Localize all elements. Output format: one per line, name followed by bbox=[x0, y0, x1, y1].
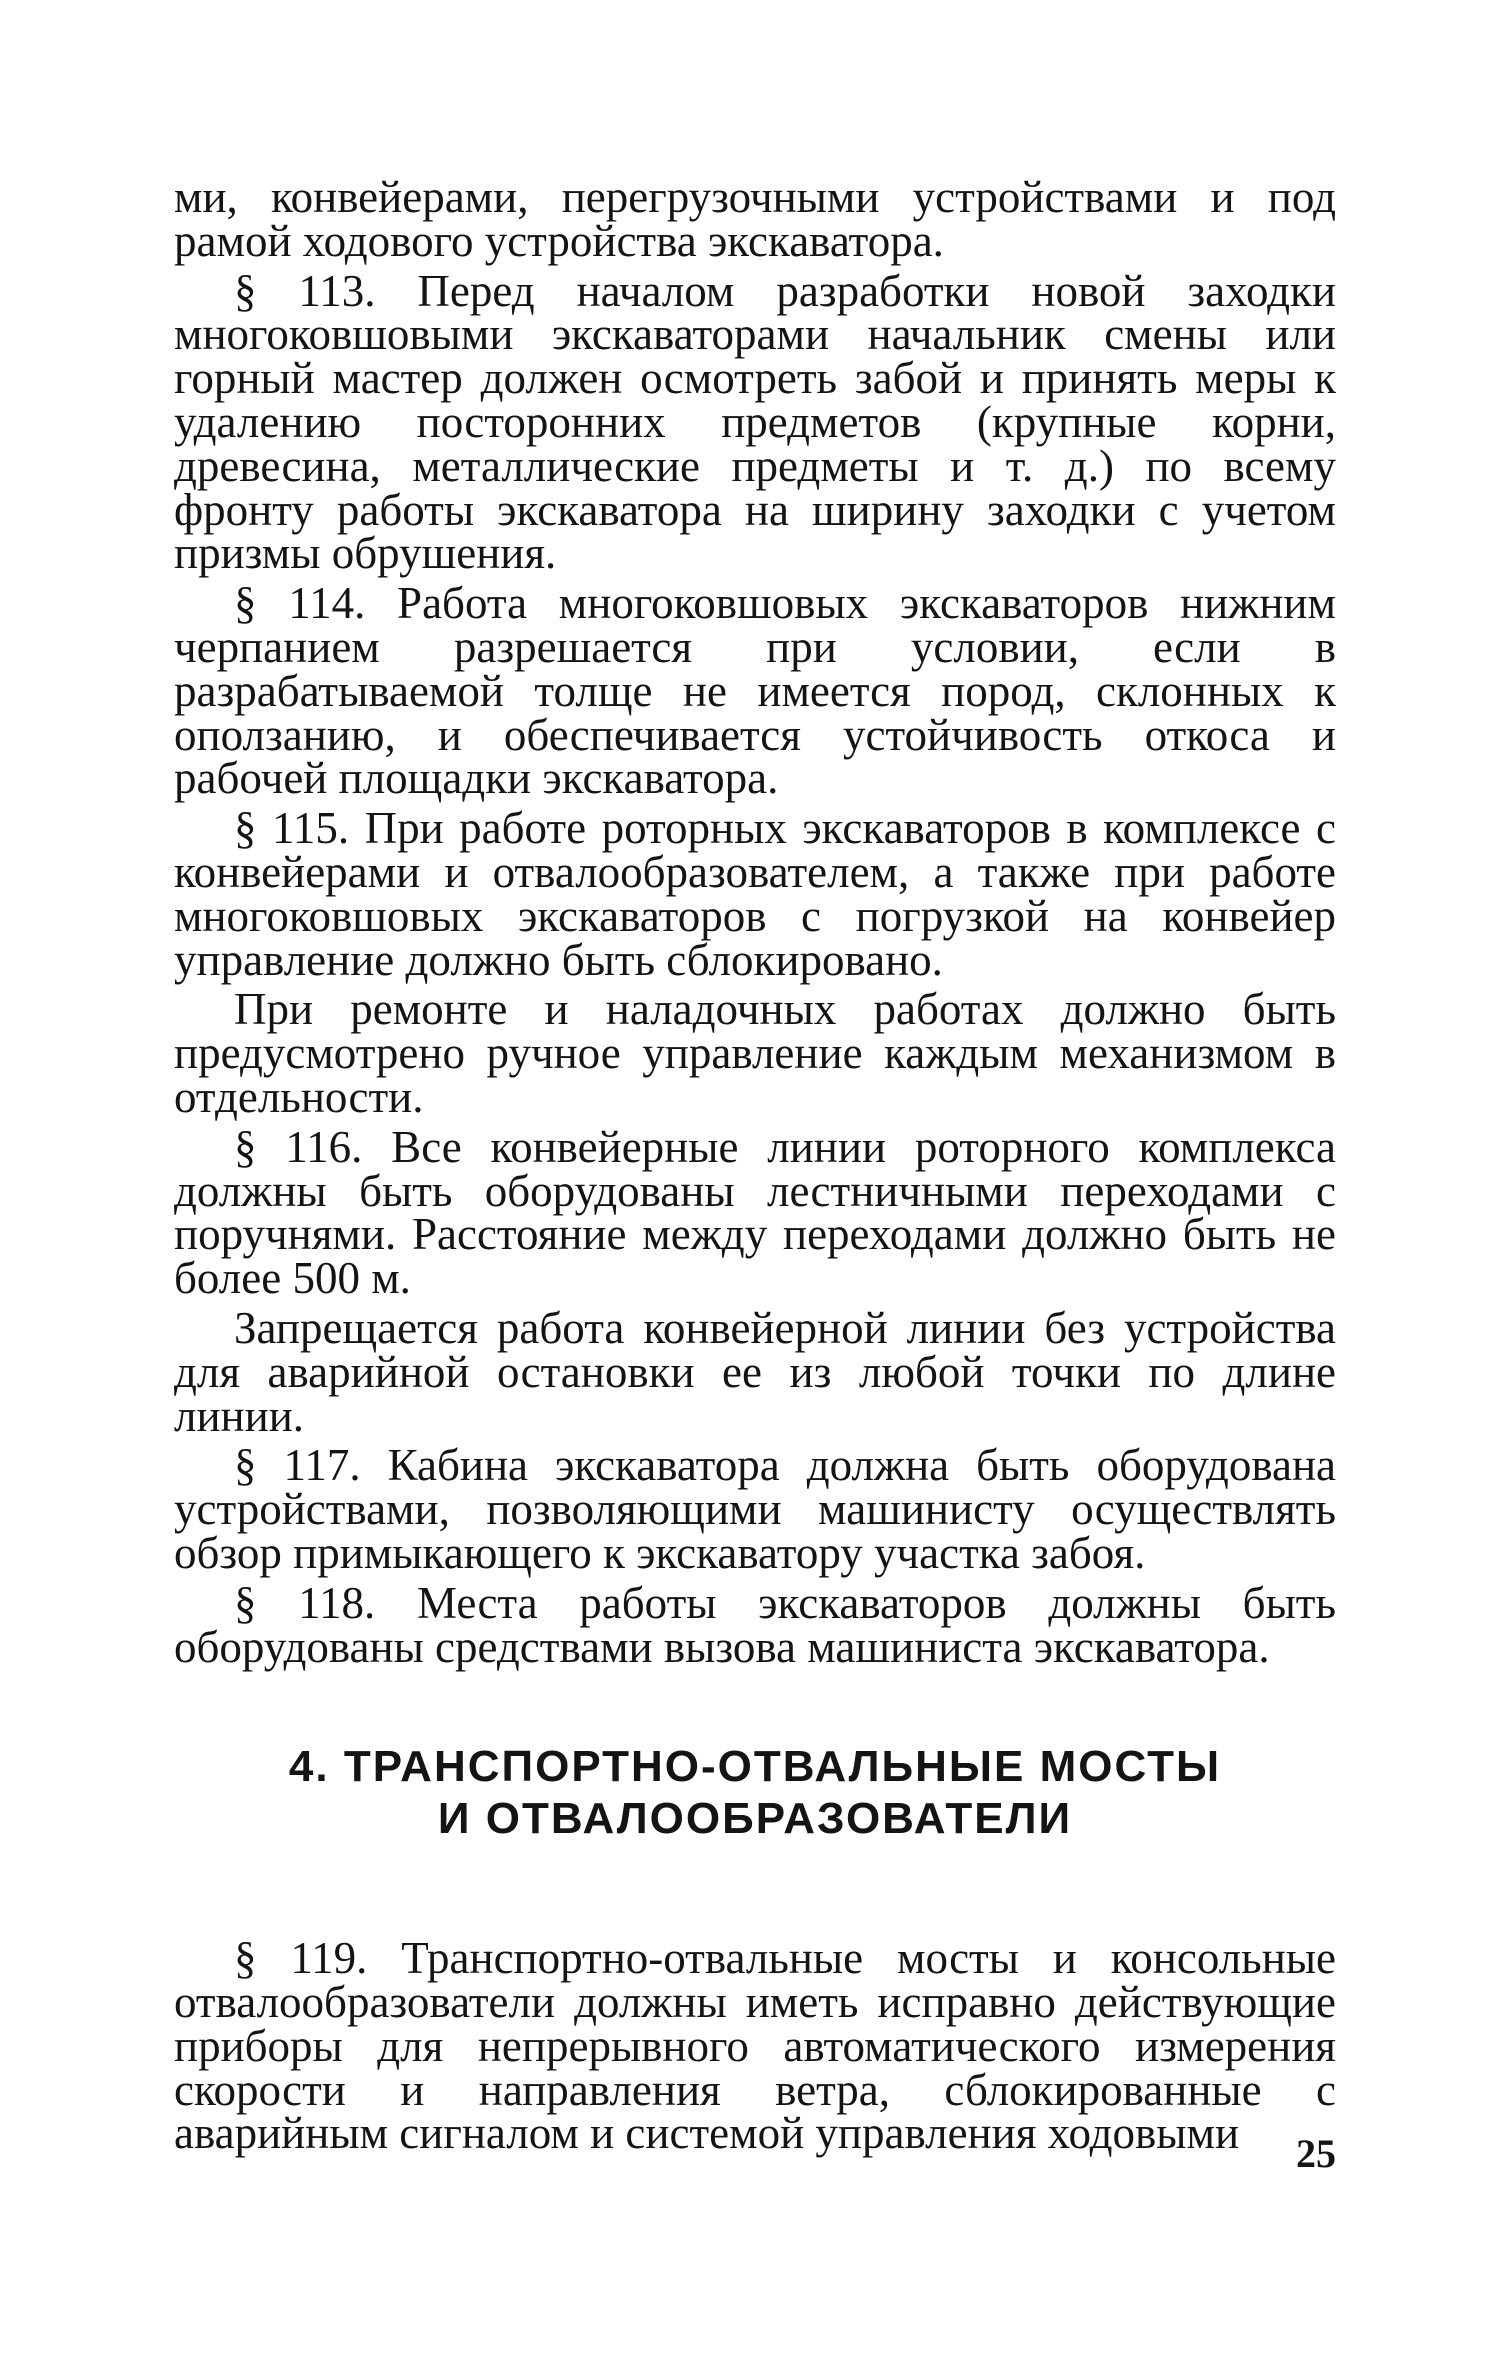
page-number: 25 bbox=[1296, 2131, 1336, 2176]
paragraphs-after bbox=[174, 1933, 1336, 2159]
paragraph-continuation: ми, конвейерами, перегрузочными устройствами и под рамой ходового устройства экскаватора. bbox=[174, 172, 1336, 266]
paragraph-113: § 113. Перед началом разработки новой заходки многоковшовыми экскаваторами начальник смены или горный мастер должен осмотреть забой и принять меры к удалению посторонних предметов (крупные корни, древесина, металлические предметы и т. д.) по всему фронту работы экскаватора на ширину заходки с учетом призмы обрушения. bbox=[174, 265, 1336, 579]
paragraph-119: § 119. Транспортно-отвальные мосты и консольные отвалообразователи должны иметь исправно действующие приборы для непрерывного автоматического измерения скорости и направления ветра, сблокированные с аварийным сигналом и системой управления ходовыми bbox=[174, 1933, 1336, 2159]
section-title-line-1: 4. ТРАНСПОРТНО-ОТВАЛЬНЫЕ МОСТЫ bbox=[288, 1742, 1222, 1792]
paragraph-118: § 118. Места работы экскаваторов должны быть оборудованы средствами вызова машиниста экскаватора. bbox=[174, 1577, 1336, 1672]
section-title bbox=[174, 1741, 1336, 1845]
paragraph-115: § 115. При работе роторных экскаваторов в комплексе с конвейерами и отвалообразователем, а также при работе многоковшовых экскаваторов с погрузкой на конвейер управление должно быть сблокировано. bbox=[174, 803, 1336, 985]
paragraph-116: § 116. Все конвейерные линии роторного комплекса должны быть оборудованы лестничными переходами с поручнями. Расстояние между переходами должно быть не более 500 м. bbox=[174, 1121, 1336, 1304]
paragraph-117: § 117. Кабина экскаватора должна быть оборудована устройствами, позволяющими машинисту осуществлять обзор примыкающего к экскаватору участка забоя. bbox=[174, 1440, 1336, 1578]
paragraphs-before bbox=[174, 172, 1336, 1672]
paragraph-116-emergency: Запрещается работа конвейерной линии без устройства для аварийной остановки ее из любой точки по длине линии. bbox=[174, 1302, 1336, 1441]
page-body bbox=[174, 172, 1336, 2159]
paragraph-114: § 114. Работа многоковшовых экскаваторов нижним черпанием разрешается при условии, если в разрабатываемой толще не имеется пород, склонных к оползанию, и обеспечивается устойчивость откоса и рабочей площадки экскаватора. bbox=[174, 578, 1336, 804]
paragraph-115-repair: При ремонте и наладочных работах должно быть предусмотрено ручное управление каждым механизмом в отдельности. bbox=[174, 984, 1336, 1122]
section-title-line-2: И ОТВАЛООБРАЗОВАТЕЛИ bbox=[437, 1794, 1073, 1844]
